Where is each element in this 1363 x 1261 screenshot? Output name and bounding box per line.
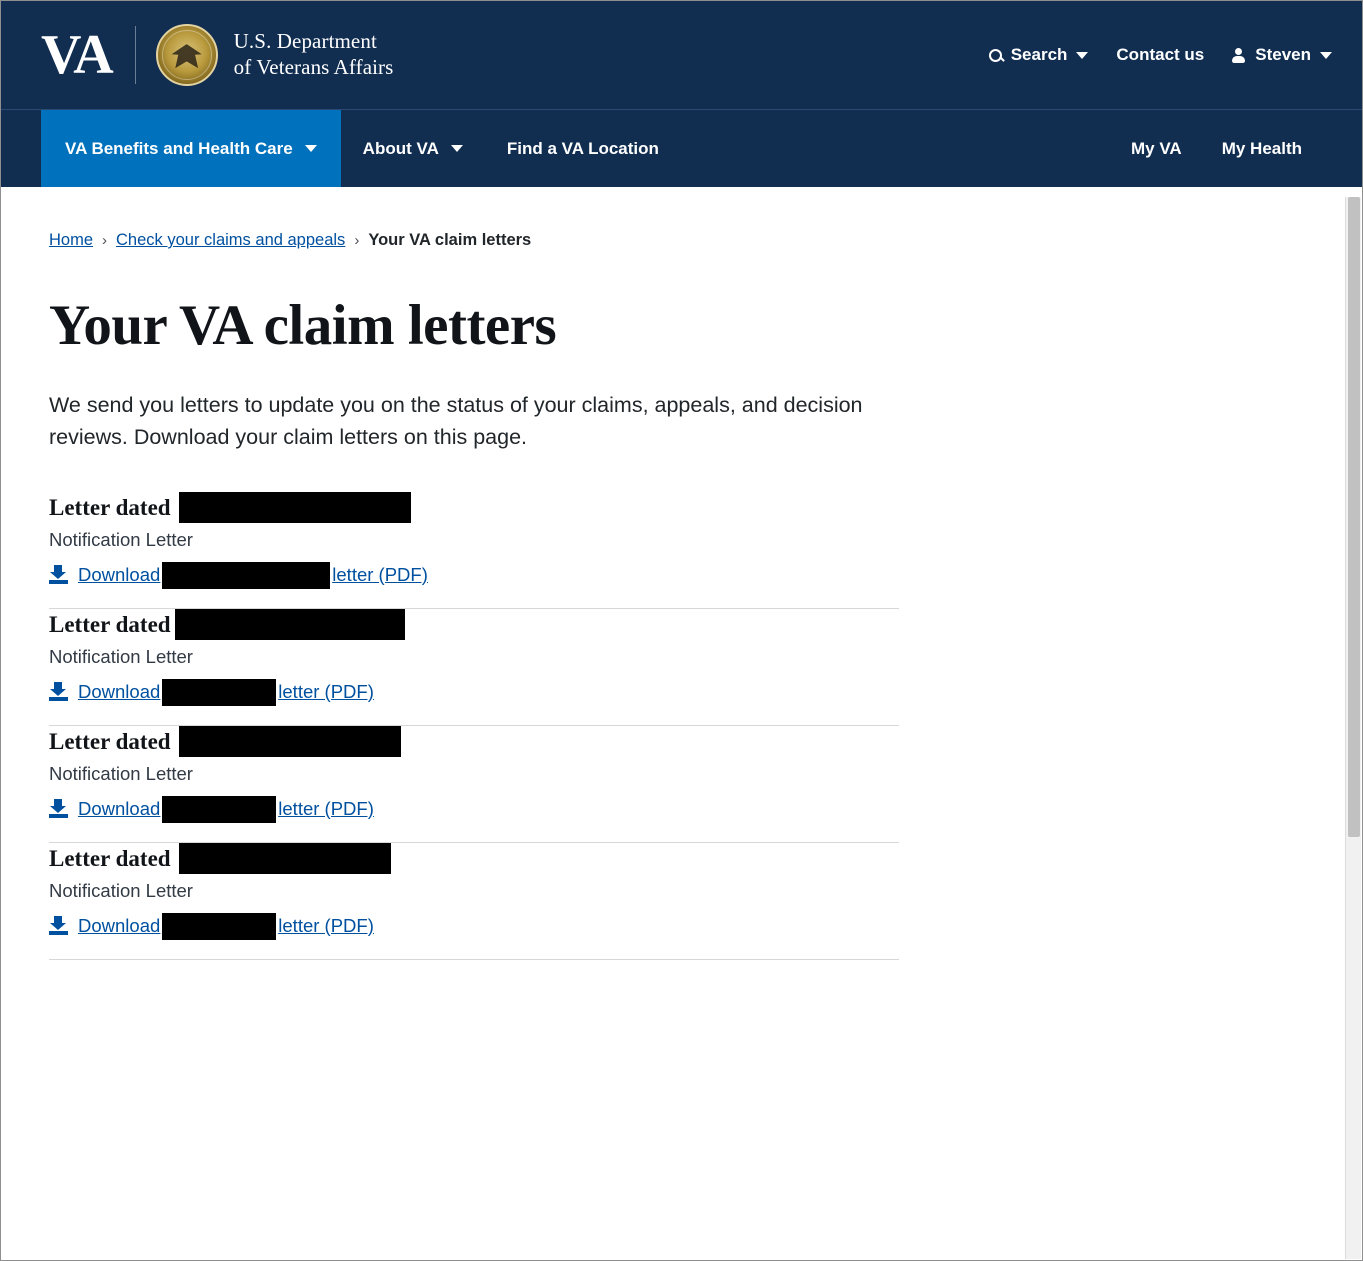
download-letter-link[interactable]	[78, 678, 374, 705]
letter-heading	[49, 609, 899, 640]
letter-type: Notification Letter	[49, 646, 193, 668]
header-utility-nav	[989, 45, 1332, 65]
download-link-prefix: Download	[78, 797, 161, 819]
letter-heading-label: Letter dated	[49, 728, 171, 754]
download-icon	[49, 916, 68, 935]
nav-item-my-va[interactable]	[1111, 110, 1202, 187]
user-menu-button[interactable]	[1232, 45, 1332, 65]
breadcrumb	[49, 231, 1306, 250]
nav-item-label: My VA	[1131, 138, 1182, 158]
nav-item-my-health[interactable]	[1202, 110, 1322, 187]
letter-heading	[49, 843, 899, 874]
search-button[interactable]	[989, 45, 1089, 65]
claim-letters-list	[49, 492, 899, 960]
nav-item-about-va[interactable]	[341, 110, 485, 187]
chevron-down-icon	[1076, 52, 1088, 59]
nav-item-label: VA Benefits and Health Care	[65, 138, 293, 158]
letter-heading-label: Letter dated	[49, 845, 171, 871]
letter-type: Notification Letter	[49, 529, 193, 551]
redacted-date	[179, 726, 401, 757]
letter-heading	[49, 726, 899, 757]
redacted-date	[162, 913, 276, 940]
download-row	[49, 561, 899, 588]
nav-item-va-benefits-and-health-care[interactable]	[41, 110, 341, 187]
nav-item-label: Find a VA Location	[506, 138, 659, 158]
download-link-suffix: letter (PDF)	[332, 563, 428, 585]
download-row	[49, 912, 899, 939]
download-link-prefix: Download	[78, 563, 161, 585]
scrollbar-thumb[interactable]	[1348, 197, 1360, 837]
divider	[49, 959, 899, 960]
department-name	[234, 29, 394, 80]
download-link-prefix: Download	[78, 914, 161, 936]
user-name-label: Steven	[1255, 45, 1311, 64]
breadcrumb-separator-icon: ›	[102, 232, 108, 249]
chevron-down-icon	[305, 145, 317, 152]
nav-item-label: My Health	[1221, 138, 1302, 158]
contact-us-label: Contact us	[1116, 45, 1205, 64]
nav-right-group	[1111, 110, 1362, 187]
redacted-date	[162, 562, 330, 589]
nav-item-label: About VA	[362, 138, 439, 158]
list-item	[49, 843, 899, 959]
main-nav	[1, 109, 1362, 187]
letter-type: Notification Letter	[49, 763, 193, 785]
download-link-suffix: letter (PDF)	[278, 914, 374, 936]
breadcrumb-current: Your VA claim letters	[368, 231, 532, 249]
letter-heading-label: Letter dated	[49, 611, 171, 637]
download-icon	[49, 682, 68, 701]
logo-divider	[135, 26, 136, 84]
redacted-date	[179, 492, 411, 523]
department-line-2: of Veterans Affairs	[233, 55, 394, 79]
download-letter-link[interactable]	[78, 795, 374, 822]
va-logo[interactable]	[41, 24, 393, 86]
redacted-date	[175, 609, 405, 640]
page-title: Your VA claim letters	[49, 294, 557, 357]
download-letter-link[interactable]	[78, 912, 374, 939]
breadcrumb-link-home[interactable]: Home	[49, 231, 94, 249]
vertical-scrollbar[interactable]	[1345, 197, 1361, 1259]
breadcrumb-separator-icon: ›	[354, 232, 360, 249]
download-icon	[49, 565, 68, 584]
download-row	[49, 678, 899, 705]
department-line-1: U.S. Department	[233, 29, 377, 54]
redacted-date	[162, 679, 276, 706]
list-item	[49, 726, 899, 842]
chevron-down-icon	[1320, 52, 1332, 59]
contact-us-link[interactable]	[1116, 45, 1204, 65]
letter-heading	[49, 492, 899, 523]
download-link-prefix: Download	[78, 680, 161, 702]
search-icon	[989, 49, 1002, 62]
main-content	[1, 187, 1346, 960]
redacted-date	[162, 796, 276, 823]
download-letter-link[interactable]	[78, 561, 428, 588]
site-header	[1, 1, 1362, 109]
user-icon	[1232, 48, 1245, 63]
nav-item-find-a-va-location[interactable]	[485, 110, 681, 187]
download-icon	[49, 799, 68, 818]
page-intro-text: We send you letters to update you on the status of your claims, appeals, and decision reviews. Download your claim letters on this page.	[49, 393, 863, 450]
download-link-suffix: letter (PDF)	[278, 797, 374, 819]
download-row	[49, 795, 899, 822]
download-link-suffix: letter (PDF)	[278, 680, 374, 702]
redacted-date	[179, 843, 391, 874]
search-label: Search	[1010, 45, 1068, 64]
list-item	[49, 492, 899, 608]
breadcrumb-link-claims[interactable]: Check your claims and appeals	[116, 231, 346, 249]
va-seal-icon	[156, 24, 218, 86]
va-wordmark: VA	[41, 24, 113, 86]
letter-heading-label: Letter dated	[49, 494, 171, 520]
list-item	[49, 609, 899, 725]
letter-type: Notification Letter	[49, 880, 193, 902]
chevron-down-icon	[451, 145, 463, 152]
